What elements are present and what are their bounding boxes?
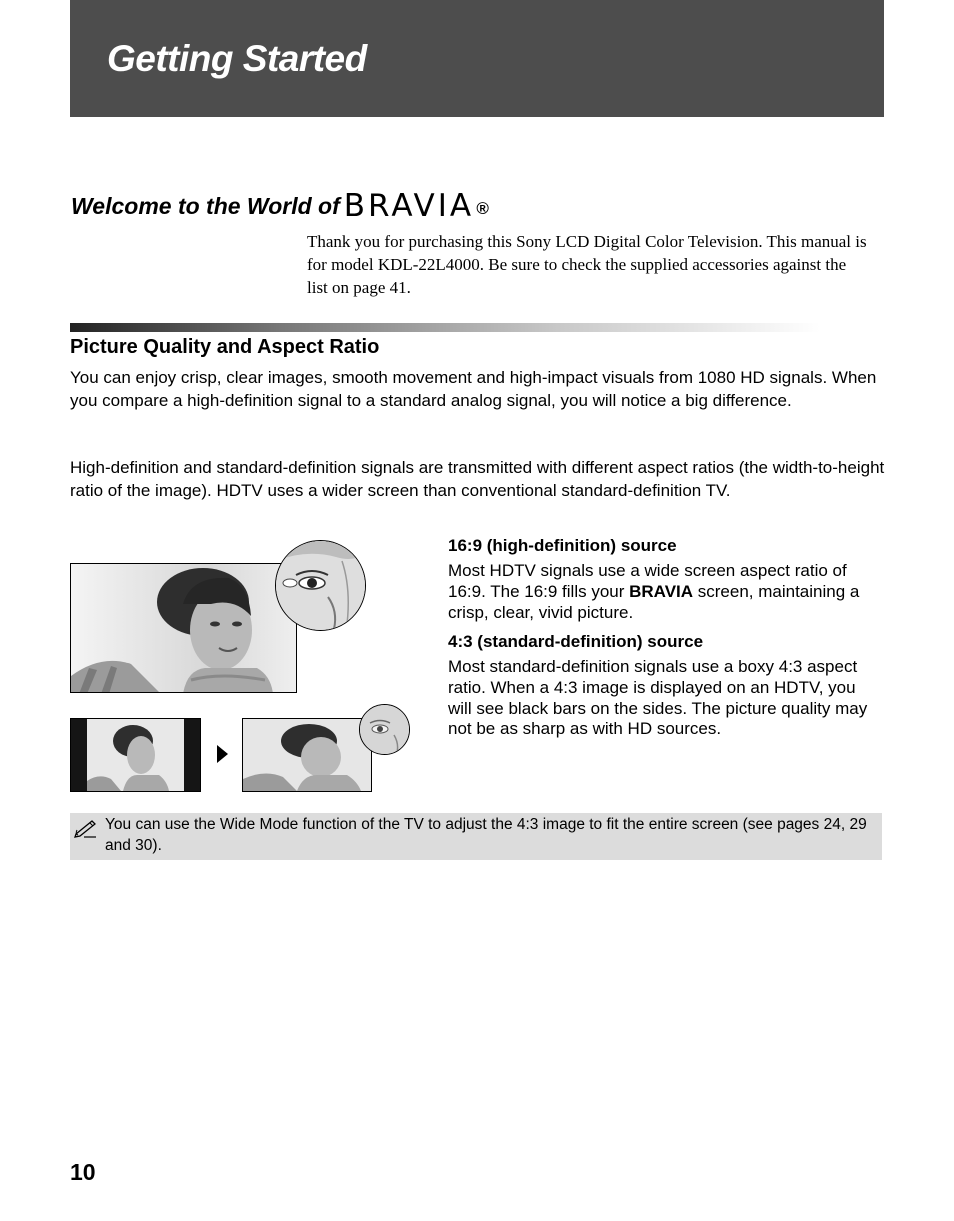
welcome-prefix: Welcome to the World of xyxy=(71,193,340,219)
section-heading: Picture Quality and Aspect Ratio xyxy=(70,336,380,358)
section-divider-bar xyxy=(70,323,820,332)
welcome-heading xyxy=(71,188,489,224)
paragraph-aspect-ratios: High-definition and standard-definition signals are transmitted with different aspect ratios (the width-to-height ratio of the image). HDTV uses a wider screen than conventional standard-definition TV. xyxy=(70,458,885,500)
sd-image-with-black-bars xyxy=(70,718,201,792)
hd-text-part: screen, maintaining a crisp, clear, vivid picture. xyxy=(448,581,860,622)
note-box xyxy=(70,813,882,860)
bravia-logo: BRAVIA xyxy=(343,188,475,224)
hd-source-description xyxy=(448,561,878,623)
registered-mark: ® xyxy=(476,199,489,218)
hd-wide-image xyxy=(70,563,297,693)
hd-source-heading: 16:9 (high-definition) source xyxy=(448,536,677,555)
sd-image-stretched xyxy=(242,718,372,792)
hd-text-part: Most HDTV signals use a wide screen aspect ratio of 16:9. The 16:9 fills your xyxy=(448,561,847,601)
pencil-note-icon xyxy=(74,818,98,843)
paragraph-hd-signals: You can enjoy crisp, clear images, smooth movement and high-impact visuals from 1080 HD signals. When you compare a high-definition signal to a standard analog signal, you will notice a big difference. xyxy=(70,368,877,410)
chapter-header-band xyxy=(70,0,884,117)
sd-detail-zoom xyxy=(359,704,410,755)
page-number: 10 xyxy=(70,1159,96,1185)
sd-source-heading: 4:3 (standard-definition) source xyxy=(448,632,704,651)
arrow-right-icon xyxy=(217,745,228,763)
bravia-bold: BRAVIA xyxy=(629,581,694,601)
hd-detail-zoom xyxy=(275,540,366,631)
intro-paragraph: Thank you for purchasing this Sony LCD Digital Color Television. This manual is for model KDL-22L4000. Be sure to check the supplied accessories against the list on page 41. xyxy=(307,232,867,297)
chapter-title: Getting Started xyxy=(107,38,367,79)
note-text: You can use the Wide Mode function of the TV to adjust the 4:3 image to fit the entire screen (see pages 24, 29 and 30). xyxy=(105,816,867,854)
sd-source-description: Most standard-definition signals use a boxy 4:3 aspect ratio. When a 4:3 image is displayed on an HDTV, you will see black bars on the sides. The picture quality may not be as sharp as with HD sources. xyxy=(448,657,868,739)
